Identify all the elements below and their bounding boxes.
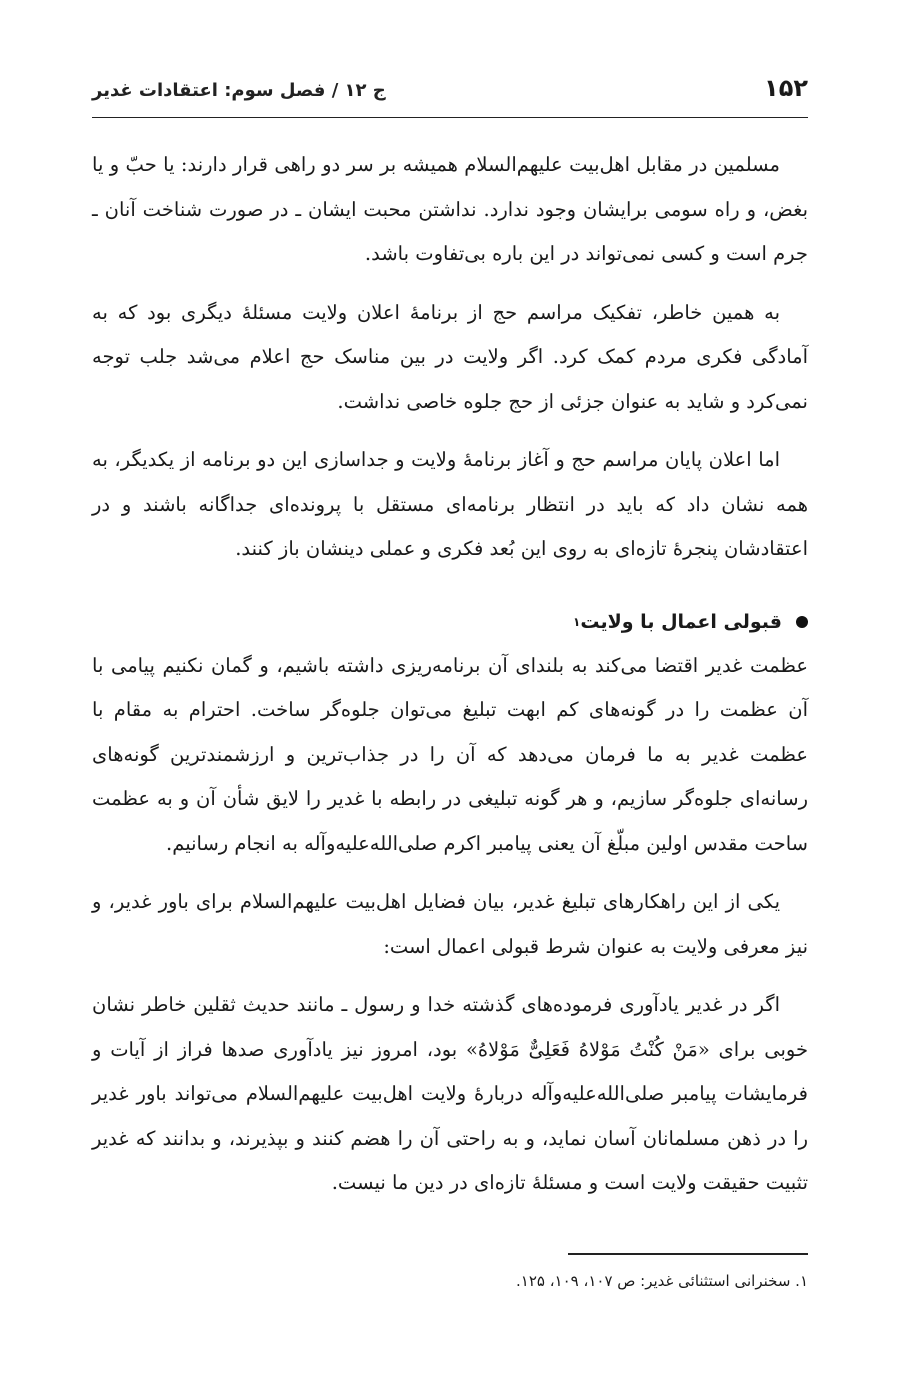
section-paragraph-3-text: اگر در غدیر یادآوری فرموده‌های گذشته خدا و رسول ـ مانند حدیث ثقلین خاطر نشان خوبی برای «مَنْ کُنْتُ مَوْلاهُ فَعَلِیٌّ مَوْلاهُ» بود، امروز نیز یادآوری صدها فراز از آیات و فرمایشات پیامبر صلی‌الله‌علیه‌وآله دربارۀ ولایت اهل‌بیت علیهم‌السلام می‌تواند باور غدیر را در ذهن مسلمانان آسان نماید، و به راحتی آن را هضم کنند و بپذیرند، و بدانند که غدیر تثبیت حقیقت ولایت است و مسئلۀ تازه‌ای در دین ما نیست. bbox=[92, 993, 808, 1194]
footnote: ۱. سخنرانی استثنائی غدیر: ص ۱۰۷، ۱۰۹، ۱۲۵. bbox=[515, 1272, 808, 1290]
bullet-icon bbox=[796, 616, 808, 628]
paragraph-2 bbox=[92, 291, 808, 425]
footnote-rule bbox=[568, 1253, 808, 1255]
section-heading: قبولی اعمال با ولایت ۱ bbox=[92, 600, 808, 644]
paragraph-1-text: مسلمین در مقابل اهل‌بیت علیهم‌السلام همیشه بر سر دو راهی قرار دارند: یا حبّ و یا بغض، و راه سومی برایشان وجود ندارد. نداشتن محبت ایشان ـ در صورت شناخت آنان ـ جرم است و کسی نمی‌تواند در این باره بی‌تفاوت باشد. bbox=[92, 153, 808, 265]
page-number: ۱۵۲ bbox=[764, 74, 808, 102]
section-paragraph-1 bbox=[92, 644, 808, 867]
header-rule bbox=[92, 117, 808, 118]
section-heading-text: قبولی اعمال با ولایت bbox=[580, 610, 782, 633]
section-paragraph-2-text: یکی از این راهکارهای تبلیغ غدیر، بیان فضایل اهل‌بیت علیهم‌السلام برای باور غدیر، و نیز معرفی ولایت به عنوان شرط قبولی اعمال است: bbox=[92, 890, 808, 958]
section-paragraph-2 bbox=[92, 880, 808, 969]
running-title: ج ۱۲ / فصل سوم: اعتقادات غدیر bbox=[92, 80, 386, 101]
paragraph-2-text: به همین خاطر، تفکیک مراسم حج از برنامۀ اعلان ولایت مسئلۀ دیگری بود که به آمادگی فکری مردم کمک کرد. اگر ولایت در بین مناسک حج اعلام می‌شد جلب توجه نمی‌کرد و شاید به عنوان جزئی از حج جلوه خاصی نداشت. bbox=[92, 300, 808, 413]
paragraph-3 bbox=[92, 438, 808, 572]
page-header bbox=[92, 70, 808, 110]
body-text bbox=[92, 143, 808, 1220]
paragraph-3-text: اما اعلان پایان مراسم حج و آغاز برنامۀ ولایت و جداسازی این دو برنامه از یکدیگر، به همه نشان داد که باید در انتظار برنامه‌ای مستقل با پرونده‌ای جداگانه باشند و در اعتقادشان پنجرۀ تازه‌ای به روی این بُعد فکری و عملی دینشان باز کنند. bbox=[92, 448, 808, 560]
paragraph-1 bbox=[92, 143, 808, 277]
section-paragraph-1-text: عظمت غدیر اقتضا می‌کند به بلندای آن برنامه‌ریزی داشته باشیم، و گمان نکنیم پیامی با آن عظمت را در گونه‌های کم ابهت تبلیغ می‌توان جلوه‌گر ساخت. احترام به مقام با عظمت غدیر به ما فرمان می‌دهد که آن را در جذاب‌ترین و ارزشمندترین گونه‌های رسانه‌ای جلوه‌گر سازیم، و هر گونه تبلیغی در رابطه با غدیر را لایق شأن آن و به عظمت ساحت مقدس اولین مبلّغ آن یعنی پیامبر اکرم صلی‌الله‌علیه‌وآله به انجام رسانیم. bbox=[92, 653, 808, 855]
book-page bbox=[92, 0, 808, 1390]
section-paragraph-3 bbox=[92, 983, 808, 1206]
